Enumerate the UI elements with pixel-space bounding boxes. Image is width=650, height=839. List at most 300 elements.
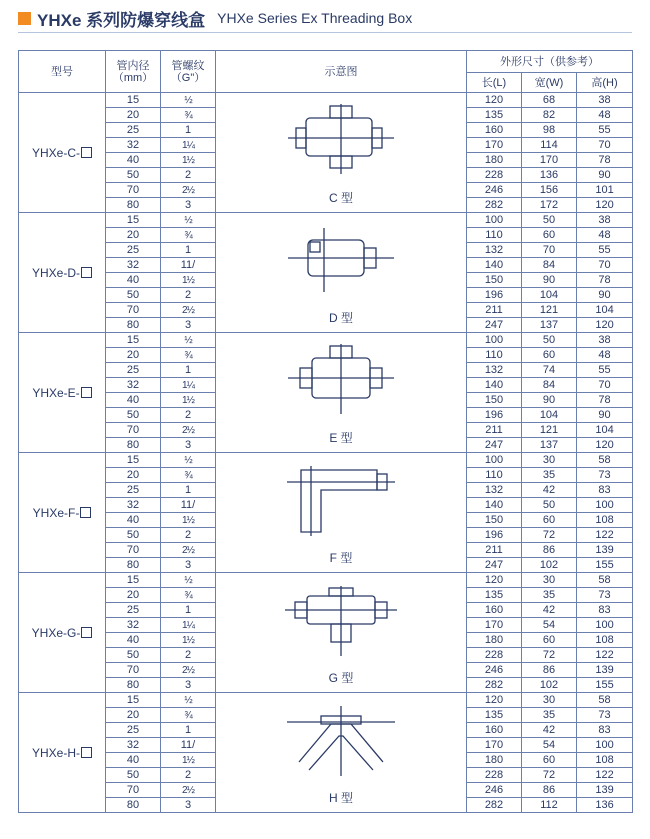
thread-cell	[161, 528, 216, 543]
length-cell: 196	[467, 528, 522, 543]
header-length: 长(L)	[467, 73, 522, 93]
height-cell: 38	[577, 213, 633, 228]
length-cell: 180	[467, 753, 522, 768]
thread-value: 1¼	[182, 379, 194, 391]
width-cell: 35	[522, 708, 577, 723]
bore-cell: 32	[106, 378, 161, 393]
thread-value: 11/	[180, 259, 196, 271]
length-cell: 110	[467, 348, 522, 363]
width-cell: 50	[522, 213, 577, 228]
width-cell: 84	[522, 378, 577, 393]
header-thread	[161, 51, 216, 93]
bore-cell: 80	[106, 318, 161, 333]
bore-cell: 40	[106, 753, 161, 768]
width-cell: 90	[522, 273, 577, 288]
width-cell: 42	[522, 483, 577, 498]
height-cell: 108	[577, 633, 633, 648]
bore-cell: 20	[106, 708, 161, 723]
diagram-label: D 型	[328, 310, 353, 325]
length-cell: 120	[467, 573, 522, 588]
thread-value: 3	[184, 799, 192, 811]
diagram-cell	[216, 693, 467, 813]
length-cell: 100	[467, 213, 522, 228]
height-cell: 73	[577, 468, 633, 483]
thread-value: 3	[184, 319, 192, 331]
height-cell: 155	[577, 678, 633, 693]
bore-cell: 32	[106, 498, 161, 513]
thread-cell	[161, 663, 216, 678]
thread-cell	[161, 618, 216, 633]
thread-cell	[161, 693, 216, 708]
box-e-diagram	[286, 342, 396, 418]
bore-cell: 15	[106, 333, 161, 348]
height-cell: 139	[577, 783, 633, 798]
thread-cell	[161, 123, 216, 138]
width-cell: 104	[522, 408, 577, 423]
length-cell: 135	[467, 588, 522, 603]
thread-cell	[161, 453, 216, 468]
height-cell: 38	[577, 333, 633, 348]
length-cell: 246	[467, 783, 522, 798]
width-cell: 30	[522, 693, 577, 708]
thread-cell	[161, 288, 216, 303]
length-cell: 150	[467, 393, 522, 408]
header-dimensions: 外形尺寸（供参考）	[467, 51, 633, 73]
width-cell: 86	[522, 543, 577, 558]
bore-cell: 80	[106, 198, 161, 213]
thread-value: 1½	[182, 154, 194, 166]
thread-cell	[161, 588, 216, 603]
bore-cell: 70	[106, 543, 161, 558]
bore-cell: 40	[106, 513, 161, 528]
width-cell: 86	[522, 783, 577, 798]
width-cell: 82	[522, 108, 577, 123]
height-cell: 120	[577, 198, 633, 213]
length-cell: 282	[467, 198, 522, 213]
thread-value: ¾	[184, 229, 192, 241]
diagram-cell	[216, 213, 467, 333]
thread-cell	[161, 348, 216, 363]
bore-cell: 15	[106, 213, 161, 228]
height-cell: 90	[577, 408, 633, 423]
diagram-label: C 型	[328, 190, 353, 205]
bore-cell: 15	[106, 453, 161, 468]
height-cell: 78	[577, 273, 633, 288]
width-cell: 172	[522, 198, 577, 213]
thread-cell	[161, 798, 216, 813]
bore-cell: 50	[106, 528, 161, 543]
diagram-cell	[216, 333, 467, 453]
thread-cell	[161, 363, 216, 378]
height-cell: 120	[577, 318, 633, 333]
length-cell: 170	[467, 618, 522, 633]
width-cell: 72	[522, 528, 577, 543]
model-name: YHXe-H-	[31, 745, 80, 760]
thread-cell	[161, 243, 216, 258]
length-cell: 211	[467, 543, 522, 558]
thread-value: 3	[184, 199, 192, 211]
table-row	[19, 453, 633, 468]
thread-cell	[161, 378, 216, 393]
bore-cell: 25	[106, 483, 161, 498]
model-cell	[19, 693, 106, 813]
page-title	[18, 6, 412, 30]
thread-value: 1½	[182, 394, 194, 406]
height-cell: 104	[577, 423, 633, 438]
length-cell: 160	[467, 123, 522, 138]
thread-cell	[161, 93, 216, 108]
width-cell: 35	[522, 468, 577, 483]
height-cell: 83	[577, 603, 633, 618]
model-placeholder-box	[81, 627, 92, 638]
bore-cell: 80	[106, 558, 161, 573]
thread-value: 1	[184, 724, 192, 736]
model-cell	[19, 93, 106, 213]
thread-value: ¾	[184, 109, 192, 121]
thread-value: ½	[184, 454, 192, 466]
thread-cell	[161, 438, 216, 453]
box-h-diagram	[281, 702, 401, 778]
thread-value: 1	[184, 484, 192, 496]
header-width: 宽(W)	[522, 73, 577, 93]
height-cell: 100	[577, 498, 633, 513]
thread-cell	[161, 648, 216, 663]
length-cell: 110	[467, 468, 522, 483]
model-cell	[19, 333, 106, 453]
width-cell: 72	[522, 768, 577, 783]
bore-cell: 20	[106, 108, 161, 123]
length-cell: 140	[467, 378, 522, 393]
width-cell: 30	[522, 453, 577, 468]
thread-value: 2½	[182, 184, 194, 196]
thread-value: 2½	[182, 664, 194, 676]
thread-value: ½	[184, 334, 192, 346]
height-cell: 73	[577, 588, 633, 603]
thread-value: 1½	[182, 274, 194, 286]
thread-value: 2½	[182, 304, 194, 316]
length-cell: 132	[467, 243, 522, 258]
thread-cell	[161, 258, 216, 273]
length-cell: 150	[467, 273, 522, 288]
spec-table-body	[19, 93, 633, 813]
bore-cell: 20	[106, 348, 161, 363]
height-cell: 70	[577, 138, 633, 153]
thread-cell	[161, 738, 216, 753]
width-cell: 60	[522, 753, 577, 768]
header-diagram: 示意图	[216, 51, 467, 93]
bore-cell: 32	[106, 618, 161, 633]
diagram-cell	[216, 573, 467, 693]
bore-cell: 50	[106, 408, 161, 423]
thread-cell	[161, 708, 216, 723]
thread-cell	[161, 573, 216, 588]
bore-cell: 50	[106, 288, 161, 303]
thread-value: 2	[184, 649, 192, 661]
length-cell: 160	[467, 603, 522, 618]
width-cell: 70	[522, 243, 577, 258]
thread-value: 2	[184, 769, 192, 781]
thread-cell	[161, 228, 216, 243]
width-cell: 60	[522, 513, 577, 528]
length-cell: 246	[467, 183, 522, 198]
width-cell: 156	[522, 183, 577, 198]
box-f-diagram	[281, 462, 401, 538]
thread-value: ¾	[184, 709, 192, 721]
thread-value: 1½	[182, 514, 194, 526]
width-cell: 84	[522, 258, 577, 273]
length-cell: 180	[467, 633, 522, 648]
bore-cell: 70	[106, 783, 161, 798]
height-cell: 78	[577, 393, 633, 408]
width-cell: 42	[522, 723, 577, 738]
height-cell: 83	[577, 723, 633, 738]
height-cell: 48	[577, 348, 633, 363]
length-cell: 247	[467, 438, 522, 453]
width-cell: 86	[522, 663, 577, 678]
thread-value: ½	[184, 694, 192, 706]
length-cell: 170	[467, 738, 522, 753]
thread-cell	[161, 273, 216, 288]
width-cell: 60	[522, 348, 577, 363]
height-cell: 70	[577, 378, 633, 393]
width-cell: 121	[522, 423, 577, 438]
thread-value: 1¼	[182, 139, 194, 151]
bore-cell: 20	[106, 468, 161, 483]
height-cell: 55	[577, 243, 633, 258]
thread-cell	[161, 498, 216, 513]
bore-cell: 25	[106, 363, 161, 378]
thread-cell	[161, 168, 216, 183]
width-cell: 35	[522, 588, 577, 603]
height-cell: 78	[577, 153, 633, 168]
height-cell: 90	[577, 288, 633, 303]
thread-cell	[161, 108, 216, 123]
header-bore-unit: （mm）	[112, 71, 154, 84]
height-cell: 38	[577, 93, 633, 108]
header-bore-label: 管内径	[116, 59, 150, 72]
thread-cell	[161, 198, 216, 213]
height-cell: 55	[577, 123, 633, 138]
thread-value: 11/	[180, 739, 196, 751]
thread-cell	[161, 153, 216, 168]
length-cell: 100	[467, 333, 522, 348]
height-cell: 73	[577, 708, 633, 723]
height-cell: 120	[577, 438, 633, 453]
bore-cell: 70	[106, 303, 161, 318]
header-model: 型号	[19, 51, 106, 93]
width-cell: 60	[522, 633, 577, 648]
thread-value: 2½	[182, 544, 194, 556]
header-bore	[106, 51, 161, 93]
thread-value: 1	[184, 244, 192, 256]
length-cell: 211	[467, 303, 522, 318]
length-cell: 228	[467, 168, 522, 183]
thread-cell	[161, 558, 216, 573]
model-placeholder-box	[80, 507, 91, 518]
height-cell: 139	[577, 543, 633, 558]
thread-value: 3	[184, 679, 192, 691]
length-cell: 228	[467, 768, 522, 783]
bore-cell: 40	[106, 153, 161, 168]
bore-cell: 40	[106, 273, 161, 288]
thread-cell	[161, 303, 216, 318]
bore-cell: 15	[106, 693, 161, 708]
bore-cell: 50	[106, 168, 161, 183]
bore-cell: 50	[106, 768, 161, 783]
table-row	[19, 693, 633, 708]
bore-cell: 80	[106, 438, 161, 453]
height-cell: 70	[577, 258, 633, 273]
width-cell: 60	[522, 228, 577, 243]
diagram-label: G 型	[328, 670, 354, 685]
bore-cell: 15	[106, 573, 161, 588]
title-chinese: YHXe 系列防爆穿线盒	[37, 10, 206, 30]
thread-value: 11/	[180, 499, 196, 511]
bore-cell: 20	[106, 228, 161, 243]
bore-cell: 50	[106, 648, 161, 663]
thread-cell	[161, 513, 216, 528]
length-cell: 120	[467, 93, 522, 108]
width-cell: 72	[522, 648, 577, 663]
width-cell: 98	[522, 123, 577, 138]
height-cell: 122	[577, 528, 633, 543]
model-name: YHXe-F-	[32, 505, 80, 520]
bore-cell: 32	[106, 138, 161, 153]
width-cell: 102	[522, 558, 577, 573]
height-cell: 155	[577, 558, 633, 573]
bore-cell: 25	[106, 243, 161, 258]
height-cell: 100	[577, 738, 633, 753]
model-placeholder-box	[81, 387, 92, 398]
thread-cell	[161, 723, 216, 738]
model-placeholder-box	[81, 267, 92, 278]
bore-cell: 20	[106, 588, 161, 603]
diagram-label: F 型	[329, 550, 353, 565]
thread-value: 1	[184, 124, 192, 136]
width-cell: 54	[522, 738, 577, 753]
height-cell: 136	[577, 798, 633, 813]
bore-cell: 25	[106, 723, 161, 738]
thread-value: 2	[184, 529, 192, 541]
length-cell: 247	[467, 558, 522, 573]
length-cell: 282	[467, 678, 522, 693]
length-cell: 246	[467, 663, 522, 678]
bore-cell: 70	[106, 423, 161, 438]
length-cell: 120	[467, 693, 522, 708]
box-c-diagram	[286, 102, 396, 178]
length-cell: 247	[467, 318, 522, 333]
header-thread-unit: （G"）	[170, 71, 206, 84]
box-g-diagram	[281, 582, 401, 658]
diagram-cell	[216, 93, 467, 213]
thread-cell	[161, 423, 216, 438]
length-cell: 135	[467, 708, 522, 723]
width-cell: 121	[522, 303, 577, 318]
bore-cell: 70	[106, 663, 161, 678]
width-cell: 170	[522, 153, 577, 168]
bore-cell: 40	[106, 633, 161, 648]
thread-value: 1½	[182, 634, 194, 646]
length-cell: 140	[467, 258, 522, 273]
width-cell: 104	[522, 288, 577, 303]
model-placeholder-box	[81, 747, 92, 758]
height-cell: 101	[577, 183, 633, 198]
thread-cell	[161, 633, 216, 648]
model-cell	[19, 213, 106, 333]
bore-cell: 40	[106, 393, 161, 408]
height-cell: 58	[577, 573, 633, 588]
diagram-label: E 型	[329, 430, 353, 445]
model-cell	[19, 453, 106, 573]
height-cell: 55	[577, 363, 633, 378]
length-cell: 228	[467, 648, 522, 663]
thread-value: 3	[184, 439, 192, 451]
bore-cell: 32	[106, 738, 161, 753]
width-cell: 30	[522, 573, 577, 588]
thread-cell	[161, 603, 216, 618]
thread-cell	[161, 183, 216, 198]
height-cell: 58	[577, 453, 633, 468]
table-row	[19, 93, 633, 108]
height-cell: 122	[577, 768, 633, 783]
height-cell: 48	[577, 108, 633, 123]
width-cell: 90	[522, 393, 577, 408]
length-cell: 160	[467, 723, 522, 738]
width-cell: 102	[522, 678, 577, 693]
width-cell: 74	[522, 363, 577, 378]
length-cell: 140	[467, 498, 522, 513]
title-marker-square	[18, 12, 31, 25]
width-cell: 42	[522, 603, 577, 618]
length-cell: 196	[467, 408, 522, 423]
thread-value: ½	[184, 94, 192, 106]
width-cell: 137	[522, 318, 577, 333]
thread-cell	[161, 393, 216, 408]
height-cell: 139	[577, 663, 633, 678]
thread-cell	[161, 138, 216, 153]
thread-cell	[161, 543, 216, 558]
width-cell: 50	[522, 498, 577, 513]
length-cell: 180	[467, 153, 522, 168]
model-name: YHXe-D-	[31, 265, 80, 280]
length-cell: 132	[467, 363, 522, 378]
thread-value: 2	[184, 409, 192, 421]
thread-value: 1½	[182, 754, 194, 766]
height-cell: 122	[577, 648, 633, 663]
header-thread-label: 管螺纹	[171, 59, 205, 72]
thread-cell	[161, 678, 216, 693]
thread-value: 3	[184, 559, 192, 571]
width-cell: 136	[522, 168, 577, 183]
length-cell: 135	[467, 108, 522, 123]
title-divider	[18, 32, 632, 33]
thread-cell	[161, 783, 216, 798]
model-name: YHXe-C-	[31, 145, 80, 160]
thread-value: 1¼	[182, 619, 194, 631]
table-row	[19, 333, 633, 348]
thread-value: ½	[184, 214, 192, 226]
bore-cell: 15	[106, 93, 161, 108]
thread-cell	[161, 753, 216, 768]
title-english: YHXe Series Ex Threading Box	[217, 10, 413, 26]
thread-cell	[161, 408, 216, 423]
thread-cell	[161, 483, 216, 498]
thread-value: ¾	[184, 589, 192, 601]
length-cell: 196	[467, 288, 522, 303]
thread-value: 2	[184, 289, 192, 301]
height-cell: 90	[577, 168, 633, 183]
thread-cell	[161, 768, 216, 783]
